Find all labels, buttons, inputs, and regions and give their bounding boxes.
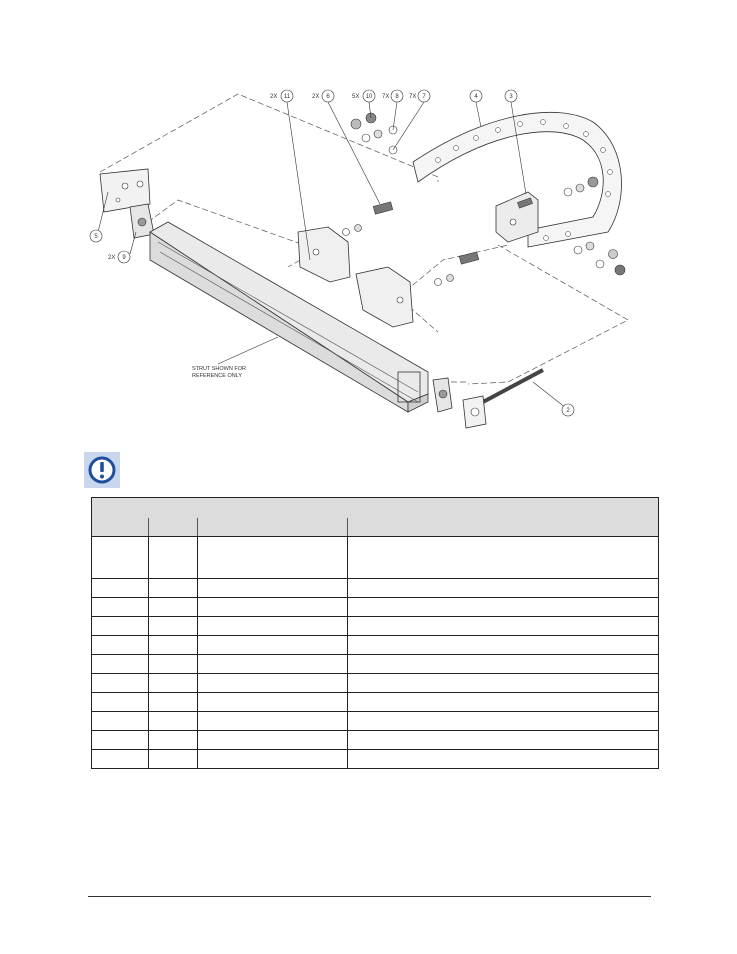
table-cell <box>149 655 198 674</box>
callout-bubble-10 <box>352 90 375 102</box>
bracket-part-3 <box>496 192 538 242</box>
table-cell <box>92 655 149 674</box>
table-cell <box>348 655 659 674</box>
table-cell <box>348 636 659 655</box>
j-bolt-part-2 <box>433 370 543 428</box>
table-row <box>92 712 659 731</box>
table-cell <box>92 731 149 750</box>
assembly-drawing <box>88 82 658 442</box>
table-row <box>92 731 659 750</box>
table-cell <box>348 693 659 712</box>
table-row <box>92 579 659 598</box>
table-row <box>92 598 659 617</box>
svg-text:10: 10 <box>365 94 373 100</box>
table-cell <box>149 537 198 579</box>
table-title <box>92 498 659 519</box>
svg-text:11: 11 <box>283 94 291 100</box>
table-cell <box>92 750 149 769</box>
column-header <box>92 518 149 537</box>
bracket-part-11-left <box>298 227 350 282</box>
callout-bubble-3 <box>505 90 517 102</box>
table-row <box>92 693 659 712</box>
table-cell <box>149 617 198 636</box>
table-row <box>92 750 659 769</box>
column-header <box>149 518 198 537</box>
table-cell <box>198 674 348 693</box>
column-header <box>348 518 659 537</box>
svg-text:7X: 7X <box>409 94 417 100</box>
table-cell <box>92 693 149 712</box>
callout-bubble-6 <box>312 90 334 102</box>
table-row <box>92 655 659 674</box>
svg-text:5: 5 <box>94 234 98 240</box>
svg-text:3: 3 <box>509 94 513 100</box>
table-cell <box>149 731 198 750</box>
table-cell <box>198 636 348 655</box>
table-cell <box>198 655 348 674</box>
table-cell <box>149 636 198 655</box>
table-cell <box>92 598 149 617</box>
svg-text:6: 6 <box>326 94 330 100</box>
svg-text:7: 7 <box>422 94 426 100</box>
bracket-part-11-right <box>356 267 413 327</box>
table-cell <box>348 537 659 579</box>
table-cell <box>92 579 149 598</box>
callout-bubble-8 <box>382 90 403 102</box>
table-cell <box>198 731 348 750</box>
table-cell <box>198 579 348 598</box>
table-cell <box>92 617 149 636</box>
table-row <box>92 617 659 636</box>
table-cell <box>348 598 659 617</box>
svg-text:9: 9 <box>122 255 126 261</box>
callout-bubble-2 <box>562 404 574 416</box>
table-cell <box>149 674 198 693</box>
table-cell <box>198 693 348 712</box>
svg-text:5X: 5X <box>352 94 360 100</box>
table-row <box>92 636 659 655</box>
table-cell <box>198 617 348 636</box>
table-title-row <box>92 498 659 519</box>
table-cell <box>348 712 659 731</box>
svg-text:2X: 2X <box>270 94 278 100</box>
callout-bubble-9 <box>108 251 130 263</box>
table-cell <box>198 598 348 617</box>
table-cell <box>92 674 149 693</box>
svg-text:STRUT SHOWN FOR: STRUT SHOWN FOR <box>192 366 246 372</box>
svg-text:4: 4 <box>474 94 478 100</box>
table-cell <box>198 712 348 731</box>
table-row <box>92 674 659 693</box>
table-cell <box>92 537 149 579</box>
table-cell <box>198 750 348 769</box>
table-cell <box>348 579 659 598</box>
table-cell <box>348 750 659 769</box>
table-cell <box>149 579 198 598</box>
callout-bubble-7 <box>409 90 430 102</box>
svg-text:8: 8 <box>395 94 399 100</box>
table-cell <box>348 731 659 750</box>
table-cell <box>149 693 198 712</box>
callout-bubble-4 <box>470 90 482 102</box>
column-header <box>198 518 348 537</box>
svg-text:2: 2 <box>566 408 570 414</box>
exploded-assembly-diagram <box>88 82 658 442</box>
table-cell <box>149 750 198 769</box>
table-cell <box>92 636 149 655</box>
svg-text:2X: 2X <box>312 94 320 100</box>
table-header-row <box>92 518 659 537</box>
table-cell <box>348 674 659 693</box>
svg-text:7X: 7X <box>382 94 390 100</box>
table-cell <box>92 712 149 731</box>
table-cell <box>149 598 198 617</box>
table-row <box>92 537 659 579</box>
important-note-icon <box>84 452 120 488</box>
table-cell <box>198 537 348 579</box>
svg-text:REFERENCE ONLY: REFERENCE ONLY <box>192 373 243 379</box>
footer-divider <box>88 896 651 897</box>
table-cell <box>149 712 198 731</box>
strut-reference-note <box>192 366 246 379</box>
parts-list-table <box>91 497 659 769</box>
callout-bubble-11 <box>270 90 293 102</box>
svg-text:2X: 2X <box>108 255 116 261</box>
table-cell <box>348 617 659 636</box>
callout-bubble-5 <box>90 230 102 242</box>
